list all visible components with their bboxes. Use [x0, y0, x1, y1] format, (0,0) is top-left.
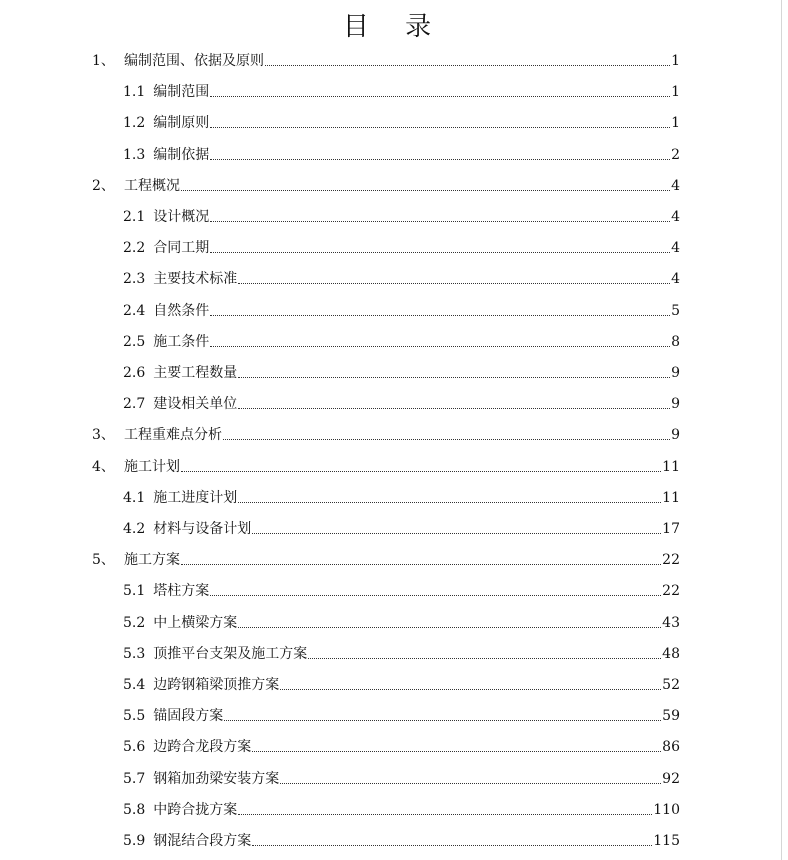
toc-entry-page-number: 5	[671, 302, 680, 319]
toc-entry-number: 5.3	[123, 645, 146, 662]
toc-entry[interactable]	[123, 233, 680, 257]
dot-leader	[181, 563, 661, 565]
toc-entry-page-number: 9	[671, 365, 680, 381]
dot-leader	[252, 750, 661, 752]
toc-entry-number: 5.8	[123, 801, 146, 818]
toc-entry-page-number: 8	[671, 333, 680, 350]
dot-leader	[238, 407, 670, 409]
toc-entry-number: 5.4	[123, 677, 146, 693]
toc-entry-label: 锚固段方案	[153, 708, 224, 725]
toc-entry-page-number: 1	[671, 115, 680, 132]
dot-leader	[280, 782, 661, 784]
toc-entry[interactable]	[92, 420, 680, 444]
toc-entry-page-number: 52	[662, 677, 680, 693]
toc-entry[interactable]	[92, 171, 680, 195]
dot-leader	[210, 594, 661, 596]
toc-entry-number: 2.7	[123, 396, 146, 413]
toc-entry-label: 工程重难点分析	[124, 427, 222, 444]
toc-entry-label: 编制依据	[153, 146, 210, 163]
toc-entry-page-number: 48	[662, 645, 680, 662]
toc-entry[interactable]	[123, 826, 680, 850]
toc-entry[interactable]	[123, 202, 680, 226]
toc-entry[interactable]	[123, 389, 680, 413]
toc-entry-number: 1.1	[123, 84, 146, 101]
toc-entry-page-number: 17	[662, 521, 680, 537]
dot-leader	[252, 844, 652, 846]
toc-entry[interactable]	[123, 514, 680, 538]
dot-leader	[238, 501, 661, 503]
toc-entry-number: 2.1	[123, 209, 146, 225]
toc-entry-page-number: 4	[671, 177, 680, 194]
toc-entry-number: 1、	[92, 53, 115, 69]
toc-entry-label: 钢箱加劲梁安装方案	[153, 770, 280, 787]
toc-entry-number: 5.6	[123, 739, 146, 756]
toc-entry-number: 4.2	[123, 521, 146, 537]
toc-entry[interactable]	[123, 576, 680, 600]
toc-entry-number: 4、	[92, 458, 115, 475]
dot-leader	[210, 126, 670, 128]
toc-entry-label: 施工方案	[124, 552, 180, 569]
toc-entry-number: 2、	[92, 177, 115, 194]
toc-entry-number: 5.9	[123, 833, 146, 849]
toc-entry-number: 2.2	[123, 240, 146, 257]
toc-entry-label: 建设相关单位	[153, 396, 238, 413]
toc-entry-label: 中跨合拢方案	[153, 801, 238, 818]
toc-entry-label: 主要工程数量	[153, 365, 238, 381]
toc-entry[interactable]	[123, 264, 680, 288]
dot-leader	[238, 813, 652, 815]
dot-leader	[210, 314, 670, 316]
toc-entry[interactable]	[92, 452, 680, 476]
toc-entry-page-number: 1	[671, 53, 680, 69]
toc-entry-label: 材料与设备计划	[153, 521, 252, 537]
toc-entry-page-number: 22	[662, 552, 680, 569]
toc-entry-label: 设计概况	[153, 209, 210, 225]
toc-entry-page-number: 92	[662, 770, 680, 787]
dot-leader	[181, 470, 661, 472]
toc-entry-number: 5.7	[123, 770, 146, 787]
toc-entry-page-number: 9	[671, 396, 680, 413]
toc-entry-label: 施工条件	[153, 333, 210, 350]
toc-entry-number: 1.2	[123, 115, 146, 132]
toc-entry-label: 主要技术标准	[153, 271, 238, 288]
toc-entry[interactable]	[123, 140, 680, 164]
toc-entry[interactable]	[123, 108, 680, 132]
toc-entry-page-number: 86	[662, 739, 680, 756]
toc-entry-label: 塔柱方案	[153, 583, 210, 600]
dot-leader	[252, 532, 661, 534]
toc-entry-label: 边跨钢箱梁顶推方案	[153, 677, 280, 693]
page-edge-divider	[781, 0, 782, 860]
toc-entry-number: 2.3	[123, 271, 146, 288]
toc-entry-label: 钢混结合段方案	[153, 833, 252, 849]
toc-entry[interactable]	[123, 327, 680, 351]
toc-entry[interactable]	[123, 639, 680, 663]
toc-entry[interactable]	[123, 764, 680, 788]
dot-leader	[210, 158, 670, 160]
dot-leader	[210, 95, 670, 97]
toc-entry-label: 施工计划	[124, 458, 180, 475]
toc-entry-label: 编制范围、依据及原则	[124, 53, 264, 69]
dot-leader	[223, 438, 670, 440]
dot-leader	[181, 189, 670, 191]
dot-leader	[210, 345, 670, 347]
toc-entry[interactable]	[92, 46, 680, 70]
toc-entry-label: 施工进度计划	[153, 489, 238, 506]
toc-entry-page-number: 1	[671, 84, 680, 101]
toc-entry-number: 5.1	[123, 583, 146, 600]
toc-entry-page-number: 11	[662, 458, 680, 475]
toc-entry-page-number: 11	[662, 489, 680, 506]
toc-entry[interactable]	[123, 608, 680, 632]
dot-leader	[224, 719, 661, 721]
toc-entry-label: 顶推平台支架及施工方案	[153, 645, 308, 662]
dot-leader	[238, 282, 670, 284]
toc-entry[interactable]	[123, 795, 680, 819]
toc-entry[interactable]	[123, 670, 680, 694]
toc-entry[interactable]	[92, 545, 680, 569]
toc-entry-number: 5.2	[123, 614, 146, 631]
toc-entry-page-number: 43	[662, 614, 680, 631]
dot-leader	[210, 220, 670, 222]
dot-leader	[280, 688, 661, 690]
toc-entry-page-number: 59	[662, 708, 680, 725]
toc-entry-page-number: 115	[653, 833, 680, 849]
toc-entry-number: 4.1	[123, 489, 146, 506]
dot-leader	[238, 626, 661, 628]
toc-entry-number: 2.6	[123, 365, 146, 381]
toc-entry-page-number: 22	[662, 583, 680, 600]
toc-entry-number: 5.5	[123, 708, 146, 725]
toc-entry-number: 1.3	[123, 146, 146, 163]
toc-entry-label: 合同工期	[153, 240, 210, 257]
toc-entry-number: 3、	[92, 427, 115, 444]
page-title: 目 录	[342, 12, 446, 42]
toc-entry-page-number: 110	[653, 801, 680, 818]
toc-entry-label: 编制原则	[153, 115, 210, 132]
toc-entry-page-number: 4	[671, 209, 680, 225]
toc-entry[interactable]	[123, 732, 680, 756]
toc-entry-label: 工程概况	[124, 177, 180, 194]
toc-entry-label: 编制范围	[153, 84, 210, 101]
toc-entry-page-number: 2	[671, 146, 680, 163]
toc-entry-label: 中上横梁方案	[153, 614, 238, 631]
toc-entry-label: 边跨合龙段方案	[153, 739, 252, 756]
toc-entry[interactable]	[123, 77, 680, 101]
toc-entry[interactable]	[123, 701, 680, 725]
dot-leader	[238, 376, 670, 378]
toc-entry-page-number: 4	[671, 271, 680, 288]
toc-entry-number: 2.4	[123, 302, 146, 319]
toc-entry-number: 2.5	[123, 333, 146, 350]
toc-entry[interactable]	[123, 296, 680, 320]
dot-leader	[210, 251, 670, 253]
toc-entry-page-number: 4	[671, 240, 680, 257]
toc-entry-number: 5、	[92, 552, 115, 569]
toc-entry[interactable]	[123, 483, 680, 507]
dot-leader	[265, 64, 670, 66]
toc-entry[interactable]	[123, 358, 680, 382]
toc-entry-page-number: 9	[671, 427, 680, 444]
toc-entry-label: 自然条件	[153, 302, 210, 319]
dot-leader	[308, 657, 661, 659]
